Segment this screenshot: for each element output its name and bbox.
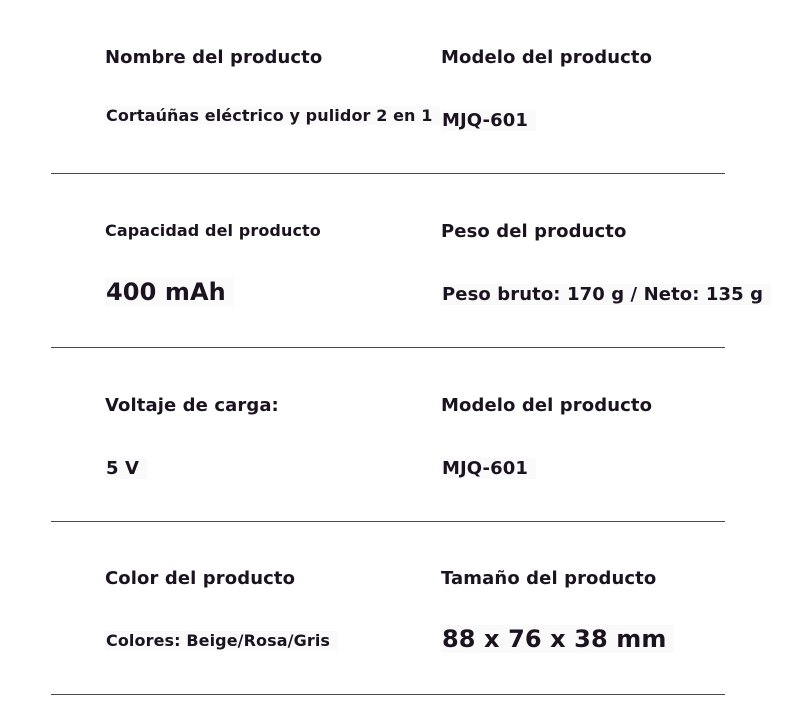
divider xyxy=(51,694,725,695)
spec-value: MJQ-601 xyxy=(441,110,536,131)
spec-label: Peso del producto xyxy=(441,221,627,242)
spec-label: Modelo del producto xyxy=(441,47,653,68)
spec-value: 5 V xyxy=(105,458,147,479)
spec-row-name-model xyxy=(0,0,790,173)
spec-label: Nombre del producto xyxy=(105,47,323,68)
spec-label: Modelo del producto xyxy=(441,395,653,416)
spec-label: Color del producto xyxy=(105,568,296,589)
spec-label: Voltaje de carga: xyxy=(105,395,279,416)
spec-row-capacity-weight xyxy=(0,174,790,347)
spec-row-color-size xyxy=(0,521,790,694)
spec-row-voltage-model xyxy=(0,348,790,521)
spec-value: 88 x 76 x 38 mm xyxy=(441,625,674,653)
spec-value: Colores: Beige/Rosa/Gris xyxy=(105,631,338,650)
spec-value: Cortaúñas eléctrico y pulidor 2 en 1 xyxy=(105,106,440,125)
spec-label: Tamaño del producto xyxy=(441,568,657,589)
spec-value: MJQ-601 xyxy=(441,458,536,479)
spec-value: Peso bruto: 170 g / Neto: 135 g xyxy=(441,284,771,305)
spec-value: 400 mAh xyxy=(105,278,234,306)
spec-label: Capacidad del producto xyxy=(105,221,321,240)
